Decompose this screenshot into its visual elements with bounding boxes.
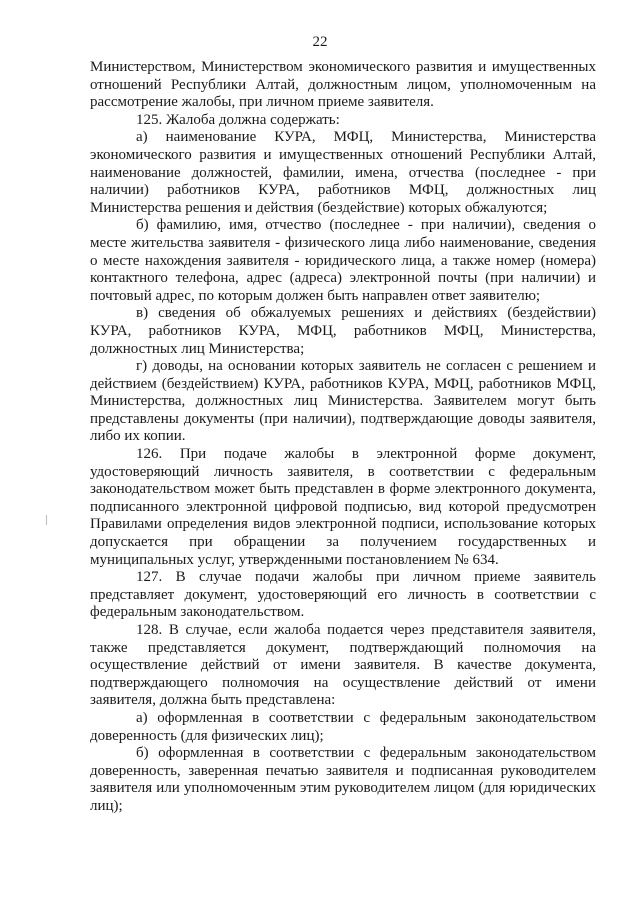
paragraph-128: 128. В случае, если жалоба подается через представителя заявителя, также представляется документ, подтверждающий полномочия на осуществление действий от имени заявителя. В качестве документа, подтверждающего полномочия на осуществление действий от имени заявителя, должна быть представлена: (90, 622, 596, 709)
paragraph-126: 126. При подаче жалобы в электронной форме документ, удостоверяющий личность заявителя, в соответствии с федеральным законодательством может быть представлен в форме электронного документа, подписанного электронной цифровой подписью, вид которой предусмотрен Правилами определения видов электронной подписи, использование которых допускается при обращении за получением государственных и муниципальных услуг, утвержденными постановлением № 634. (90, 446, 596, 568)
paragraph-continuation: Министерством, Министерством экономического развития и имущественных отношений Республики Алтай, должностным лицом, уполномоченным на рассмотрение жалобы, при личном приеме заявителя. (90, 59, 596, 111)
paragraph-125: 125. Жалоба должна содержать: (136, 111, 340, 128)
paragraph-125-g: г) доводы, на основании которых заявитель не согласен с решением и действием (бездействием) КУРА, работников КУРА, МФЦ, работников МФЦ, Министерства, должностных лиц Министерства. Заявителем могут быть представлены документы (при наличии), подтверждающие доводы заявителя, либо их копии. (90, 358, 596, 445)
document-body (90, 59, 596, 816)
paragraph-125-b: б) фамилию, имя, отчество (последнее - при наличии), сведения о месте жительства заявителя - физического лица либо наименование, сведения о месте нахождения заявителя - юридического лица, а также номер (номера) контактного телефона, адрес (адреса) электронной почты (при наличии) и почтовый адрес, по которым должен быть направлен ответ заявителю; (90, 217, 596, 304)
paragraph-128-b: б) оформленная в соответствии с федеральным законодательством доверенность, заверенная печатью заявителя и подписанная руководителем заявителя или уполномоченным этим руководителем лицом (для юридических лиц); (90, 745, 596, 814)
page-number: 22 (312, 34, 328, 50)
paragraph-125-a: а) наименование КУРА, МФЦ, Министерства, Министерства экономического развития и имущественных отношений Республики Алтай, наименование должностей, фамилии, имена, отчества (последнее - при наличии) работников КУРА, работников МФЦ, должностных лиц Министерства решения и действия (бездействие) которых обжалуются; (90, 129, 596, 216)
paragraph-127: 127. В случае подачи жалобы при личном приеме заявитель представляет документ, удостоверяющий его личность в соответствии с федеральным законодательством. (90, 569, 596, 621)
paragraph-125-v: в) сведения об обжалуемых решениях и действиях (бездействии) КУРА, работников КУРА, МФЦ, работников МФЦ, Министерства, должностных лиц Министерства; (90, 305, 596, 357)
margin-scan-mark (46, 515, 47, 525)
paragraph-128-a: а) оформленная в соответствии с федеральным законодательством доверенность (для физических лиц); (90, 709, 596, 744)
